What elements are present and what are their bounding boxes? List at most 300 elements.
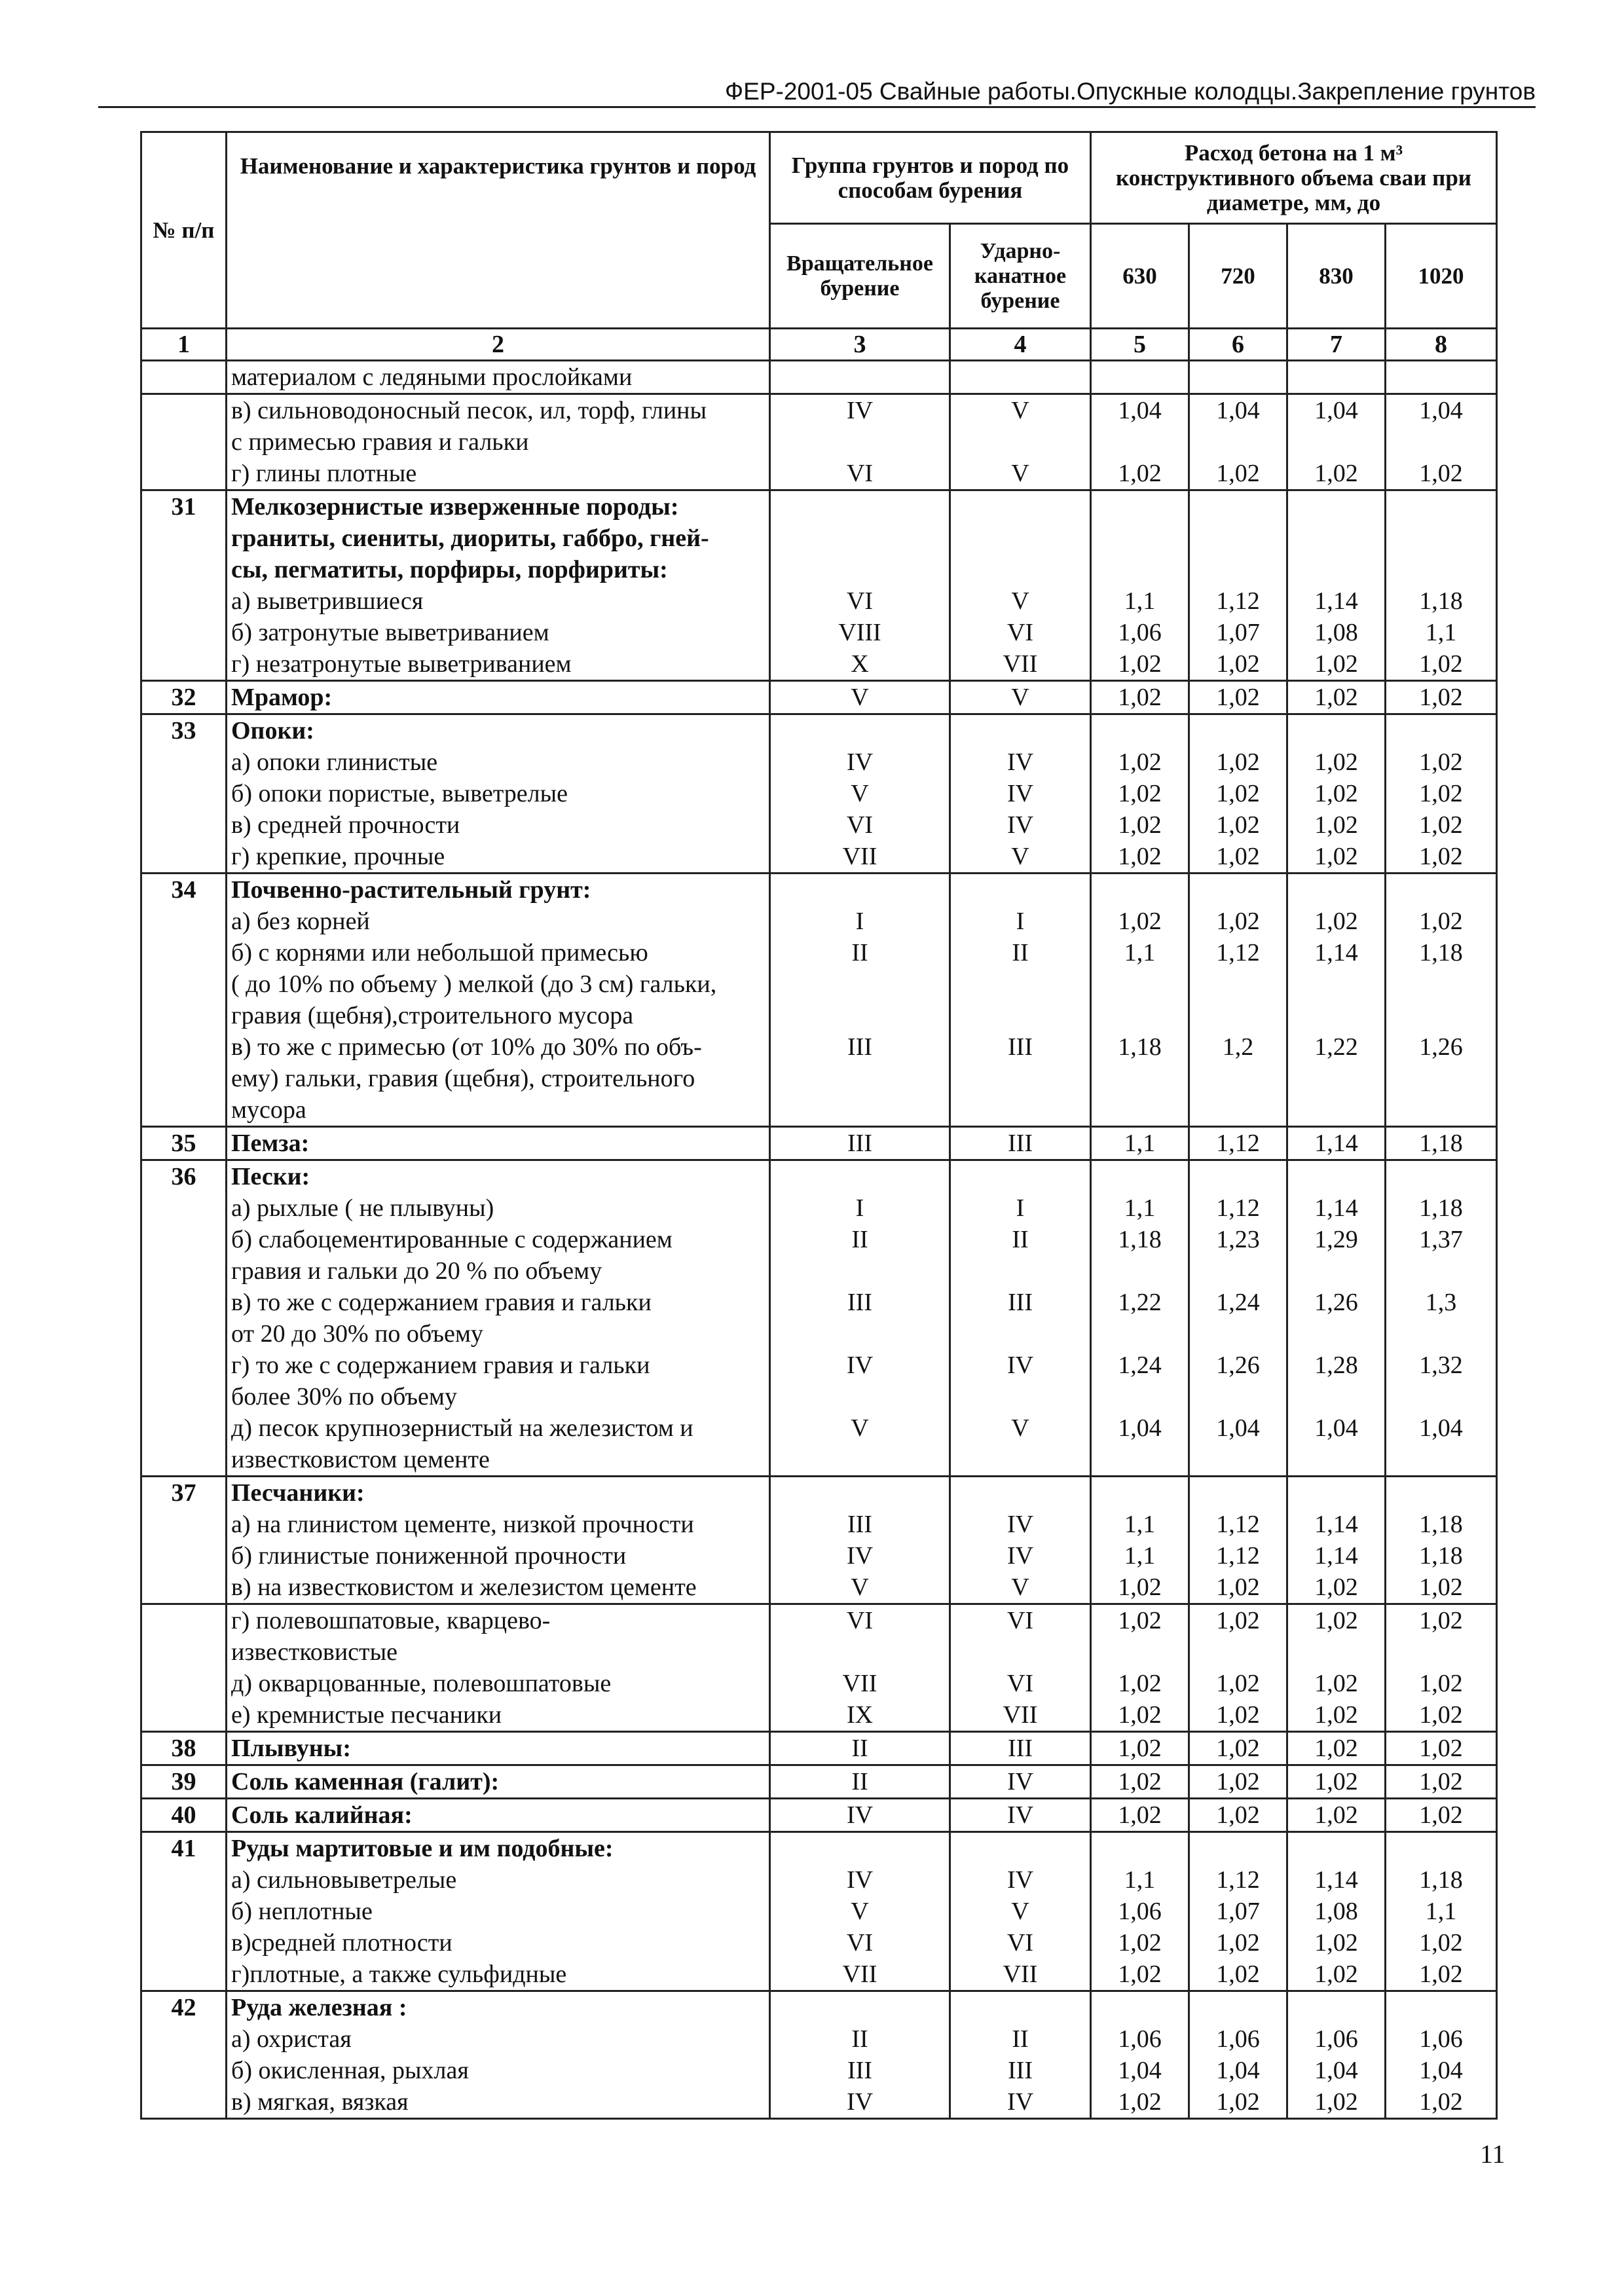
value-1020 bbox=[1386, 1832, 1497, 1865]
value-720 bbox=[1189, 554, 1287, 585]
table-row bbox=[141, 585, 1497, 617]
row-number bbox=[141, 1255, 227, 1287]
rotary-group: V bbox=[770, 1572, 950, 1604]
row-name: д) окварцованные, полевошпатовые bbox=[227, 1668, 770, 1699]
table-row bbox=[141, 361, 1497, 394]
row-number bbox=[141, 1959, 227, 1991]
row-number bbox=[141, 1412, 227, 1444]
row-number: 38 bbox=[141, 1732, 227, 1765]
rotary-group: IV bbox=[770, 1540, 950, 1572]
row-number bbox=[141, 1094, 227, 1127]
value-630: 1,02 bbox=[1091, 1765, 1189, 1799]
value-720 bbox=[1189, 1063, 1287, 1094]
value-1020 bbox=[1386, 490, 1497, 523]
value-830: 1,02 bbox=[1287, 809, 1386, 841]
rotary-group: V bbox=[770, 681, 950, 714]
table-row bbox=[141, 2055, 1497, 2086]
value-720: 1,04 bbox=[1189, 394, 1287, 427]
value-720: 1,02 bbox=[1189, 648, 1287, 681]
value-720: 1,02 bbox=[1189, 809, 1287, 841]
value-720: 1,12 bbox=[1189, 585, 1287, 617]
page-header bbox=[98, 77, 1536, 108]
value-630: 1,02 bbox=[1091, 1668, 1189, 1699]
row-number bbox=[141, 1224, 227, 1255]
table-row bbox=[141, 490, 1497, 523]
value-1020: 1,02 bbox=[1386, 1927, 1497, 1959]
value-1020 bbox=[1386, 1636, 1497, 1668]
soil-concrete-table bbox=[140, 131, 1498, 2120]
table-row bbox=[141, 937, 1497, 968]
value-630: 1,06 bbox=[1091, 1896, 1189, 1927]
value-830: 1,08 bbox=[1287, 1896, 1386, 1927]
row-name: г) полевошпатовые, кварцево- bbox=[227, 1604, 770, 1637]
document-title: ФЕР-2001-05 Свайные работы.Опускные колодцы.Закрепление грунтов bbox=[725, 78, 1536, 105]
value-630 bbox=[1091, 1000, 1189, 1031]
value-830: 1,22 bbox=[1287, 1031, 1386, 1063]
row-number: 32 bbox=[141, 681, 227, 714]
row-number bbox=[141, 1509, 227, 1540]
value-1020 bbox=[1386, 1318, 1497, 1350]
percussion-group bbox=[950, 1636, 1091, 1668]
value-720 bbox=[1189, 1318, 1287, 1350]
value-720: 1,12 bbox=[1189, 1509, 1287, 1540]
column-number: 3 bbox=[770, 329, 950, 361]
percussion-group: V bbox=[950, 1896, 1091, 1927]
value-630: 1,04 bbox=[1091, 394, 1189, 427]
value-1020 bbox=[1386, 1000, 1497, 1031]
value-630 bbox=[1091, 523, 1189, 554]
row-number: 41 bbox=[141, 1832, 227, 1865]
rotary-group: IV bbox=[770, 746, 950, 778]
value-1020: 1,02 bbox=[1386, 906, 1497, 937]
value-830 bbox=[1287, 523, 1386, 554]
value-630 bbox=[1091, 1318, 1189, 1350]
value-1020: 1,1 bbox=[1386, 617, 1497, 648]
value-720 bbox=[1189, 1444, 1287, 1477]
value-720: 1,2 bbox=[1189, 1031, 1287, 1063]
value-720: 1,12 bbox=[1189, 937, 1287, 968]
table-row bbox=[141, 1063, 1497, 1094]
col-diameter-830: 830 bbox=[1287, 224, 1386, 329]
value-830 bbox=[1287, 1444, 1386, 1477]
row-number: 33 bbox=[141, 714, 227, 747]
value-630: 1,02 bbox=[1091, 1604, 1189, 1637]
rotary-group: III bbox=[770, 1031, 950, 1063]
value-630: 1,04 bbox=[1091, 2055, 1189, 2086]
column-number: 1 bbox=[141, 329, 227, 361]
row-number bbox=[141, 1927, 227, 1959]
value-630 bbox=[1091, 1255, 1189, 1287]
value-830: 1,02 bbox=[1287, 1732, 1386, 1765]
row-name: е) кремнистые песчаники bbox=[227, 1699, 770, 1732]
value-830: 1,02 bbox=[1287, 1668, 1386, 1699]
value-1020: 1,02 bbox=[1386, 1799, 1497, 1832]
row-number bbox=[141, 1699, 227, 1732]
table-row bbox=[141, 2086, 1497, 2119]
table-row bbox=[141, 1765, 1497, 1799]
percussion-group: VI bbox=[950, 1604, 1091, 1637]
value-830: 1,29 bbox=[1287, 1224, 1386, 1255]
row-name: Плывуны: bbox=[227, 1732, 770, 1765]
value-1020: 1,06 bbox=[1386, 2023, 1497, 2055]
value-630 bbox=[1091, 968, 1189, 1000]
row-number bbox=[141, 1381, 227, 1412]
rotary-group bbox=[770, 1477, 950, 1509]
value-630: 1,1 bbox=[1091, 1864, 1189, 1896]
row-name: Руда железная : bbox=[227, 1991, 770, 2024]
row-number bbox=[141, 648, 227, 681]
column-number: 6 bbox=[1189, 329, 1287, 361]
table-row bbox=[141, 1572, 1497, 1604]
row-number bbox=[141, 1063, 227, 1094]
value-630: 1,02 bbox=[1091, 778, 1189, 809]
percussion-group bbox=[950, 1832, 1091, 1865]
value-720 bbox=[1189, 426, 1287, 458]
row-number bbox=[141, 426, 227, 458]
rotary-group: V bbox=[770, 778, 950, 809]
rotary-group: II bbox=[770, 1732, 950, 1765]
value-1020: 1,02 bbox=[1386, 809, 1497, 841]
percussion-group: IV bbox=[950, 1864, 1091, 1896]
value-830: 1,14 bbox=[1287, 1509, 1386, 1540]
table-row bbox=[141, 1000, 1497, 1031]
row-name: материалом с ледяными прослойками bbox=[227, 361, 770, 394]
value-830 bbox=[1287, 554, 1386, 585]
value-720: 1,12 bbox=[1189, 1540, 1287, 1572]
row-name: Пески: bbox=[227, 1160, 770, 1193]
row-name: а) рыхлые ( не плывуны) bbox=[227, 1192, 770, 1224]
table-row bbox=[141, 458, 1497, 490]
value-830: 1,04 bbox=[1287, 1412, 1386, 1444]
value-1020: 1,18 bbox=[1386, 1864, 1497, 1896]
table-row bbox=[141, 1192, 1497, 1224]
table-row bbox=[141, 648, 1497, 681]
value-630: 1,02 bbox=[1091, 1927, 1189, 1959]
value-630 bbox=[1091, 426, 1189, 458]
rotary-group bbox=[770, 361, 950, 394]
value-1020 bbox=[1386, 968, 1497, 1000]
rotary-group bbox=[770, 1255, 950, 1287]
rotary-group: IV bbox=[770, 1350, 950, 1381]
row-name: г) глины плотные bbox=[227, 458, 770, 490]
value-720: 1,02 bbox=[1189, 906, 1287, 937]
row-name: в) средней прочности bbox=[227, 809, 770, 841]
value-720: 1,02 bbox=[1189, 778, 1287, 809]
value-830 bbox=[1287, 1318, 1386, 1350]
value-720 bbox=[1189, 1160, 1287, 1193]
row-number bbox=[141, 361, 227, 394]
table-row bbox=[141, 968, 1497, 1000]
value-830 bbox=[1287, 714, 1386, 747]
row-name: в) мягкая, вязкая bbox=[227, 2086, 770, 2119]
value-630: 1,18 bbox=[1091, 1224, 1189, 1255]
value-720: 1,23 bbox=[1189, 1224, 1287, 1255]
row-number bbox=[141, 554, 227, 585]
value-830: 1,02 bbox=[1287, 2086, 1386, 2119]
table-row bbox=[141, 426, 1497, 458]
value-830 bbox=[1287, 1636, 1386, 1668]
value-630 bbox=[1091, 1094, 1189, 1127]
value-630: 1,22 bbox=[1091, 1287, 1189, 1318]
row-name: г) то же с содержанием гравия и гальки bbox=[227, 1350, 770, 1381]
value-1020 bbox=[1386, 1063, 1497, 1094]
value-720 bbox=[1189, 968, 1287, 1000]
value-630 bbox=[1091, 361, 1189, 394]
row-number bbox=[141, 1192, 227, 1224]
value-720 bbox=[1189, 874, 1287, 906]
row-name: известковистом цементе bbox=[227, 1444, 770, 1477]
row-name: б) окисленная, рыхлая bbox=[227, 2055, 770, 2086]
column-number: 7 bbox=[1287, 329, 1386, 361]
value-720: 1,12 bbox=[1189, 1127, 1287, 1160]
row-number bbox=[141, 1444, 227, 1477]
value-630: 1,06 bbox=[1091, 617, 1189, 648]
value-720 bbox=[1189, 1000, 1287, 1031]
value-830: 1,02 bbox=[1287, 648, 1386, 681]
value-830: 1,14 bbox=[1287, 1540, 1386, 1572]
col-rotary-header: Вращательное бурение bbox=[770, 224, 950, 329]
value-720: 1,02 bbox=[1189, 1699, 1287, 1732]
value-630 bbox=[1091, 1381, 1189, 1412]
row-name: гравия и гальки до 20 % по объему bbox=[227, 1255, 770, 1287]
row-name: Мелкозернистые изверженные породы: bbox=[227, 490, 770, 523]
rotary-group bbox=[770, 874, 950, 906]
percussion-group: III bbox=[950, 2055, 1091, 2086]
value-630: 1,02 bbox=[1091, 458, 1189, 490]
table-row bbox=[141, 1287, 1497, 1318]
value-630: 1,02 bbox=[1091, 1799, 1189, 1832]
value-630: 1,02 bbox=[1091, 906, 1189, 937]
value-720 bbox=[1189, 523, 1287, 554]
percussion-group bbox=[950, 554, 1091, 585]
table-row bbox=[141, 394, 1497, 427]
value-720 bbox=[1189, 1381, 1287, 1412]
percussion-group: VI bbox=[950, 1927, 1091, 1959]
table-row bbox=[141, 1094, 1497, 1127]
table-row bbox=[141, 1160, 1497, 1193]
value-1020: 1,02 bbox=[1386, 1959, 1497, 1991]
percussion-group bbox=[950, 714, 1091, 747]
rotary-group: X bbox=[770, 648, 950, 681]
value-830 bbox=[1287, 490, 1386, 523]
value-1020: 1,32 bbox=[1386, 1350, 1497, 1381]
value-1020 bbox=[1386, 714, 1497, 747]
row-name: Пемза: bbox=[227, 1127, 770, 1160]
rotary-group: VII bbox=[770, 1959, 950, 1991]
row-number: 39 bbox=[141, 1765, 227, 1799]
value-720 bbox=[1189, 490, 1287, 523]
row-number: 42 bbox=[141, 1991, 227, 2024]
value-630 bbox=[1091, 490, 1189, 523]
rotary-group bbox=[770, 1094, 950, 1127]
value-720: 1,02 bbox=[1189, 681, 1287, 714]
value-1020 bbox=[1386, 523, 1497, 554]
rotary-group: III bbox=[770, 1509, 950, 1540]
value-1020 bbox=[1386, 1477, 1497, 1509]
percussion-group bbox=[950, 1318, 1091, 1350]
rotary-group: VIII bbox=[770, 617, 950, 648]
table-row bbox=[141, 1477, 1497, 1509]
table-row bbox=[141, 2023, 1497, 2055]
table-row bbox=[141, 1699, 1497, 1732]
rotary-group: VI bbox=[770, 585, 950, 617]
rotary-group: II bbox=[770, 1765, 950, 1799]
rotary-group: VII bbox=[770, 1668, 950, 1699]
value-630: 1,02 bbox=[1091, 841, 1189, 874]
row-name: Руды мартитовые и им подобные: bbox=[227, 1832, 770, 1865]
value-830: 1,04 bbox=[1287, 394, 1386, 427]
rotary-group bbox=[770, 490, 950, 523]
percussion-group bbox=[950, 874, 1091, 906]
value-630 bbox=[1091, 1832, 1189, 1865]
row-number bbox=[141, 1031, 227, 1063]
value-830 bbox=[1287, 874, 1386, 906]
value-1020: 1,02 bbox=[1386, 778, 1497, 809]
value-630: 1,02 bbox=[1091, 1699, 1189, 1732]
table-row bbox=[141, 681, 1497, 714]
value-720: 1,12 bbox=[1189, 1192, 1287, 1224]
value-630: 1,04 bbox=[1091, 1412, 1189, 1444]
value-1020: 1,02 bbox=[1386, 681, 1497, 714]
row-name: г)плотные, а также сульфидные bbox=[227, 1959, 770, 1991]
value-1020: 1,02 bbox=[1386, 1604, 1497, 1637]
value-830 bbox=[1287, 1094, 1386, 1127]
percussion-group: IV bbox=[950, 1799, 1091, 1832]
value-830: 1,14 bbox=[1287, 1127, 1386, 1160]
value-630: 1,1 bbox=[1091, 1192, 1189, 1224]
row-number bbox=[141, 937, 227, 968]
percussion-group: IV bbox=[950, 2086, 1091, 2119]
value-830 bbox=[1287, 361, 1386, 394]
table-row bbox=[141, 1224, 1497, 1255]
rotary-group bbox=[770, 1444, 950, 1477]
value-830: 1,08 bbox=[1287, 617, 1386, 648]
table-row bbox=[141, 1381, 1497, 1412]
table-row bbox=[141, 523, 1497, 554]
value-830: 1,02 bbox=[1287, 1765, 1386, 1799]
row-number bbox=[141, 1896, 227, 1927]
value-1020 bbox=[1386, 1255, 1497, 1287]
value-630: 1,02 bbox=[1091, 746, 1189, 778]
table-row bbox=[141, 1668, 1497, 1699]
value-1020 bbox=[1386, 1991, 1497, 2024]
table-row bbox=[141, 1959, 1497, 1991]
row-name: в) то же с содержанием гравия и гальки bbox=[227, 1287, 770, 1318]
rotary-group: II bbox=[770, 2023, 950, 2055]
percussion-group bbox=[950, 1255, 1091, 1287]
percussion-group: III bbox=[950, 1031, 1091, 1063]
value-1020: 1,02 bbox=[1386, 841, 1497, 874]
value-830 bbox=[1287, 1381, 1386, 1412]
rotary-group: IV bbox=[770, 1864, 950, 1896]
value-630: 1,1 bbox=[1091, 1127, 1189, 1160]
table-row bbox=[141, 554, 1497, 585]
row-name: а) сильновыветрелые bbox=[227, 1864, 770, 1896]
col-diameter-720: 720 bbox=[1189, 224, 1287, 329]
table-row bbox=[141, 874, 1497, 906]
row-name: Почвенно-растительный грунт: bbox=[227, 874, 770, 906]
row-number bbox=[141, 1318, 227, 1350]
value-720: 1,07 bbox=[1189, 617, 1287, 648]
row-name: а) опоки глинистые bbox=[227, 746, 770, 778]
row-name: а) на глинистом цементе, низкой прочности bbox=[227, 1509, 770, 1540]
value-720: 1,02 bbox=[1189, 1799, 1287, 1832]
table-row bbox=[141, 746, 1497, 778]
value-830: 1,02 bbox=[1287, 1927, 1386, 1959]
value-720: 1,06 bbox=[1189, 2023, 1287, 2055]
row-name: б) глинистые пониженной прочности bbox=[227, 1540, 770, 1572]
value-630 bbox=[1091, 874, 1189, 906]
table-row bbox=[141, 1864, 1497, 1896]
value-1020: 1,02 bbox=[1386, 1572, 1497, 1604]
percussion-group: V bbox=[950, 1412, 1091, 1444]
row-number bbox=[141, 617, 227, 648]
value-1020: 1,3 bbox=[1386, 1287, 1497, 1318]
column-number-row bbox=[141, 329, 1497, 361]
value-1020: 1,18 bbox=[1386, 1540, 1497, 1572]
value-830: 1,02 bbox=[1287, 1799, 1386, 1832]
value-830: 1,02 bbox=[1287, 841, 1386, 874]
value-1020: 1,1 bbox=[1386, 1896, 1497, 1927]
percussion-group: IV bbox=[950, 809, 1091, 841]
column-number: 5 bbox=[1091, 329, 1189, 361]
rotary-group: IX bbox=[770, 1699, 950, 1732]
row-name: Опоки: bbox=[227, 714, 770, 747]
value-630: 1,02 bbox=[1091, 681, 1189, 714]
value-830 bbox=[1287, 1991, 1386, 2024]
value-830: 1,28 bbox=[1287, 1350, 1386, 1381]
row-number bbox=[141, 1668, 227, 1699]
rotary-group: IV bbox=[770, 2086, 950, 2119]
value-720: 1,12 bbox=[1189, 1864, 1287, 1896]
value-830: 1,02 bbox=[1287, 746, 1386, 778]
percussion-group: IV bbox=[950, 1509, 1091, 1540]
value-720 bbox=[1189, 714, 1287, 747]
value-720: 1,02 bbox=[1189, 1668, 1287, 1699]
column-number: 4 bbox=[950, 329, 1091, 361]
value-1020: 1,02 bbox=[1386, 1765, 1497, 1799]
value-720: 1,02 bbox=[1189, 458, 1287, 490]
value-830: 1,14 bbox=[1287, 937, 1386, 968]
rotary-group bbox=[770, 426, 950, 458]
rotary-group: III bbox=[770, 1127, 950, 1160]
rotary-group bbox=[770, 1160, 950, 1193]
rotary-group: I bbox=[770, 1192, 950, 1224]
row-number bbox=[141, 968, 227, 1000]
row-number bbox=[141, 1540, 227, 1572]
table-row bbox=[141, 841, 1497, 874]
table-row bbox=[141, 1540, 1497, 1572]
row-name: г) незатронутые выветриванием bbox=[227, 648, 770, 681]
value-830: 1,02 bbox=[1287, 906, 1386, 937]
rotary-group: V bbox=[770, 1412, 950, 1444]
value-720: 1,02 bbox=[1189, 1604, 1287, 1637]
percussion-group: V bbox=[950, 458, 1091, 490]
row-name: в)средней плотности bbox=[227, 1927, 770, 1959]
table-row bbox=[141, 809, 1497, 841]
rotary-group bbox=[770, 554, 950, 585]
table-row bbox=[141, 1927, 1497, 1959]
percussion-group bbox=[950, 968, 1091, 1000]
value-630: 1,02 bbox=[1091, 1959, 1189, 1991]
row-name: а) охристая bbox=[227, 2023, 770, 2055]
row-number bbox=[141, 1000, 227, 1031]
row-number bbox=[141, 394, 227, 427]
value-1020: 1,37 bbox=[1386, 1224, 1497, 1255]
value-720: 1,07 bbox=[1189, 1896, 1287, 1927]
value-1020: 1,02 bbox=[1386, 1699, 1497, 1732]
rotary-group: VI bbox=[770, 1604, 950, 1637]
